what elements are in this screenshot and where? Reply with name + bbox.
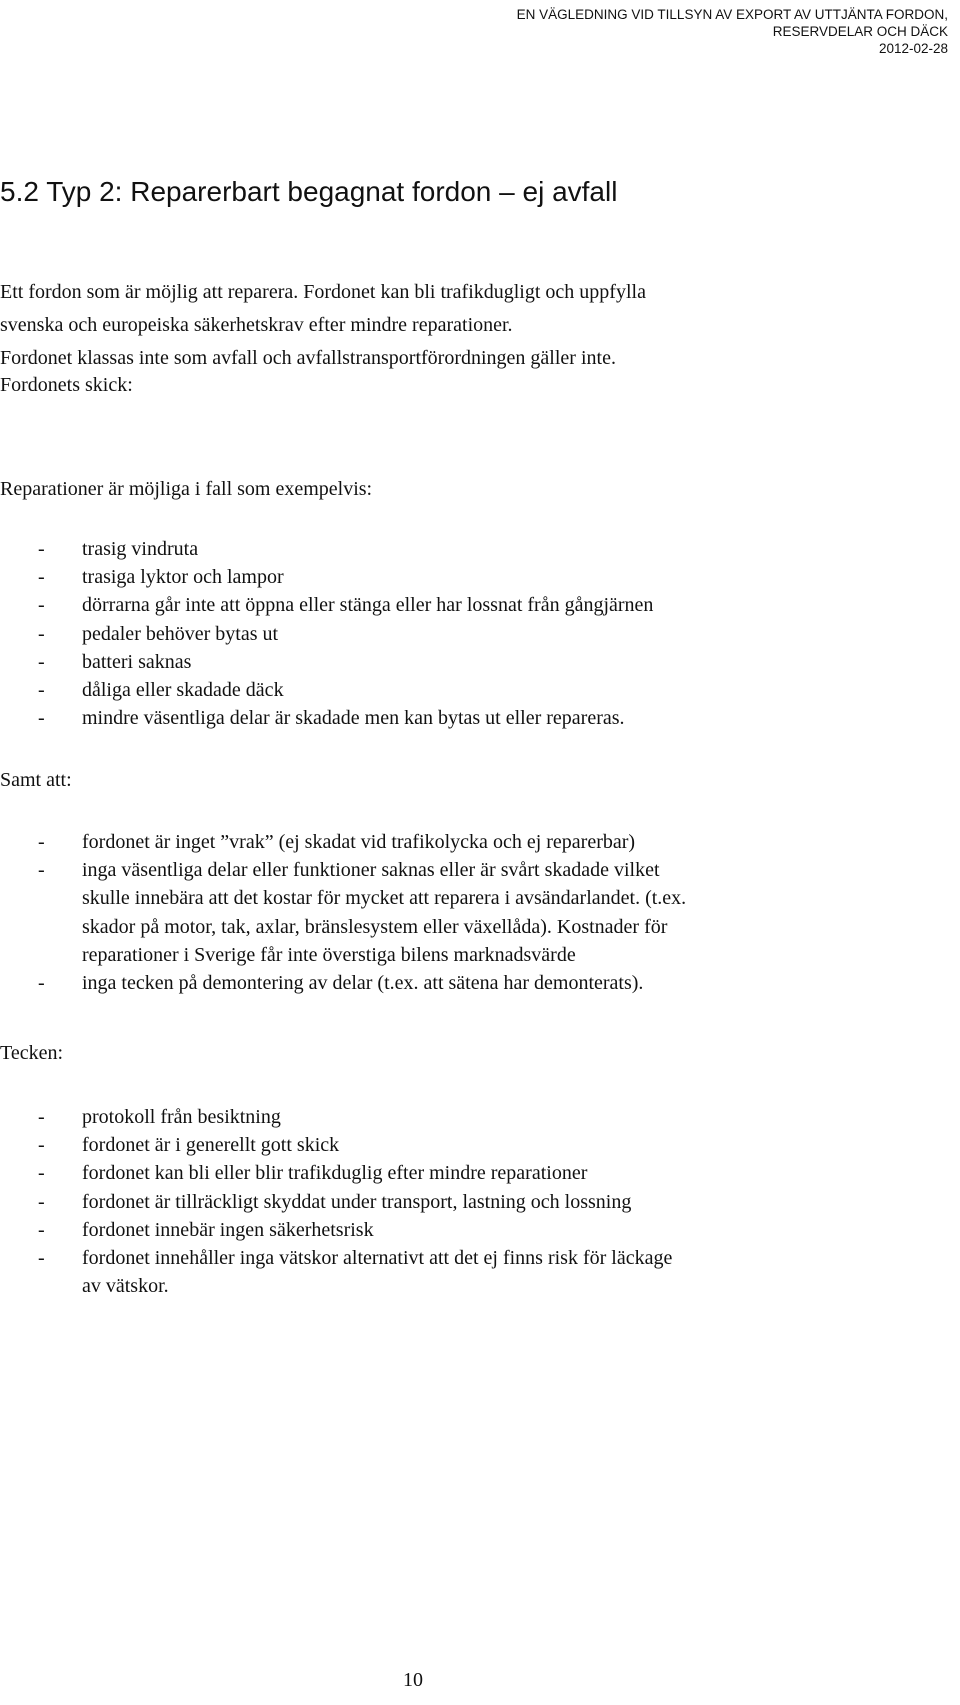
list-item-text: protokoll från besiktning [82,1106,281,1128]
list-item-text: dåliga eller skadade däck [82,679,284,702]
also-list [0,828,900,997]
list-item-text: skador på motor, tak, axlar, bränslesystem eller växellåda). Kostnader för [82,915,668,938]
header-date: 2012-02-28 [878,41,948,56]
list-item-text: skulle innebära att det kostar för mycket att reparera i avsändarlandet. (t.ex. [82,887,687,910]
condition-list [0,535,900,732]
signs-heading: Tecken: [0,1042,64,1064]
list-dash: - [38,859,45,882]
list-item-text: fordonet innehåller inga vätskor alternativt att det ej finns risk för läckage [82,1247,673,1270]
list-item [0,648,900,676]
list-item [0,704,900,732]
list-item-text: trasig vindruta [82,538,199,560]
list-dash: - [38,707,45,730]
list-item [0,1216,900,1244]
list-dash: - [38,1134,45,1157]
condition-lead: Reparationer är möjliga i fall som exempelvis: [0,478,373,500]
list-item-text: batteri saknas [82,650,192,673]
list-item [0,591,900,619]
intro-line: Ett fordon som är möjlig att reparera. Fordonet kan bli trafikdugligt och uppfylla [0,281,646,303]
list-item [0,1244,900,1300]
list-item [0,563,900,591]
list-item [0,1131,900,1159]
list-dash: - [38,1190,45,1213]
condition-heading: Fordonets skick: [0,374,133,396]
list-dash: - [38,1162,45,1185]
also-heading: Samt att: [0,769,72,791]
list-item-text: mindre väsentliga delar är skadade men kan bytas ut eller repareras. [82,707,625,730]
list-item-text: fordonet är tillräckligt skyddat under transport, lastning och lossning [82,1190,632,1213]
list-item-text: dörrarna går inte att öppna eller stänga eller har lossnat från gångjärnen [82,594,654,617]
list-dash: - [38,538,45,560]
section-title: 5.2 Typ 2: Reparerbart begagnat fordon – ej avfall [0,176,618,207]
list-item [0,1188,900,1216]
list-dash: - [38,1218,45,1241]
list-item [0,676,900,704]
page-header [517,6,948,57]
header-title-line-1: EN VÄGLEDNING VID TILLSYN AV EXPORT AV UTTJÄNTA FORDON, [516,7,948,22]
page-number: 10 [403,1669,423,1691]
list-item-text: trasiga lyktor och lampor [82,566,284,589]
header-title-line-2: RESERVDELAR OCH DÄCK [772,24,948,39]
list-item [0,969,900,997]
signs-list [0,1103,900,1300]
list-item-text: fordonet innebär ingen säkerhetsrisk [82,1218,374,1241]
intro-line: svenska och europeiska säkerhetskrav efter mindre reparationer. [0,314,513,336]
list-item [0,535,900,563]
list-item-text: fordonet är i generellt gott skick [82,1134,340,1157]
list-item-text: av vätskor. [82,1275,169,1298]
list-item-text: pedaler behöver bytas ut [82,622,279,645]
list-item [0,620,900,648]
list-dash: - [38,594,45,617]
list-dash: - [38,679,45,702]
list-dash: - [38,972,45,995]
list-dash: - [38,1106,45,1128]
list-item [0,1103,900,1131]
list-dash: - [38,622,45,645]
intro-line: Fordonet klassas inte som avfall och avfallstransportförordningen gäller inte. [0,347,616,369]
list-dash: - [38,1247,45,1270]
list-item [0,828,900,856]
list-item-text: reparationer i Sverige får inte överstiga bilens marknadsvärde [82,943,576,966]
list-item [0,856,900,969]
list-item-text: fordonet är inget ”vrak” (ej skadat vid trafikolycka och ej reparerbar) [82,831,636,853]
list-item-text: inga väsentliga delar eller funktioner saknas eller är svårt skadade vilket [82,859,660,882]
list-item [0,1159,900,1187]
list-item-text: fordonet kan bli eller blir trafikduglig efter mindre reparationer [82,1162,588,1185]
list-item-text: inga tecken på demontering av delar (t.ex. att sätena har demonterats). [82,972,644,995]
list-dash: - [38,650,45,673]
list-dash: - [38,831,45,853]
intro-paragraph [0,276,900,375]
list-dash: - [38,566,45,589]
